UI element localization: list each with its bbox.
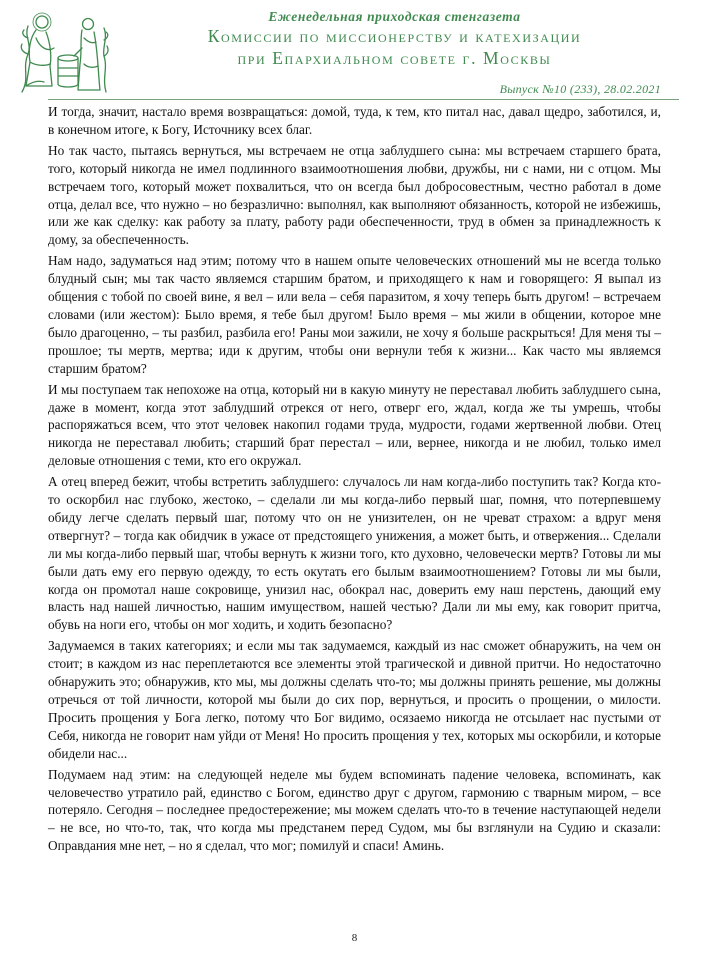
- paragraph: Подумаем над этим: на следующей неделе мы будем вспоминать падение человека, вспоминать, как человечество утратило рай, единство с Богом, единство друг с другом, гармонию с тварным миром, – все потеряло. Сегодня – последнее предостережение; мы можем сделать что-то в течение наступающей недели – не все, но что-то, так, что когда мы предстанем перед Судом, мы бы взглянули на Судию и сказали: Оправдания мне нет, – но я сделал, что мог; помилуй и спаси! Аминь.: [48, 766, 661, 854]
- paragraph: И тогда, значит, настало время возвращаться: домой, туда, к тем, кто питал нас, давал щедро, заботился, и, в конечном итоге, к Богу, Источнику всех благ.: [48, 104, 661, 137]
- header-subtitle: Еженедельная приходская стенгазета: [268, 9, 521, 24]
- issue-info: Выпуск №10 (233), 28.02.2021: [499, 82, 661, 96]
- paragraph: Задумаемся в таких категориях; и если мы так задумаемся, каждый из нас сможет обнаружить, на чем он стоит; в каждом из нас переплетаются все элементы этой трагической и дивной притчи. Но недостаточно обнаружить это; обнаружив, кто мы, мы должны сделать что-то; мы должны принять решение, мы должны отречься от той личности, которой мы были до сих пор, вернуться, и просить о прощении, о милости. Просить прощения у Бога легко, потому что Бог видимо, осязаемо никогда не отсылает нас пустыми от Себя, никогда не говорит нам уйди от Меня! Но просить прощения у тех, которых мы оскорбили, и которые обидели нас...: [48, 638, 661, 761]
- newspaper-header: [120, 9, 669, 69]
- header-divider: [48, 99, 679, 100]
- header-title-line-2: при Епархиальном совете г. Москвы: [237, 48, 552, 68]
- header-title-line-1: Комиссии по миссионерству и катехизации: [207, 26, 582, 46]
- article-body: [48, 103, 661, 858]
- paragraph: А отец вперед бежит, чтобы встретить заблудшего: случалось ли нам когда-либо поступить так? Когда кто-то оскорбил нас глубоко, жестоко, – сделали ли мы когда-либо первый шаг, помня, что потерпевшему обиду легче сделать первый шаг, потому что он не унизителен, он не чреват страхом: а вдруг меня отвергнут? – тогда как обидчик в ужасе от предстоящего унижения, а может быть, и отвержения... Сделали ли мы когда-либо первый шаг, чтобы вернуть к жизни того, кто духовно, человечески мертв? Готовы ли мы были дать ему его первую одежду, то есть окутать его былым взаимоотношением? Готовы ли мы были, когда он промотал наше сокровище, унизил нас, обокрал нас, доверить ему наш перстень, дающий ему власть над нашей личностью, нашим имуществом, нашей честью? Дали ли мы ему, как говорит притча, обувь на ноги его, чтобы он мог ходить, и ходить безопасно?: [48, 474, 661, 633]
- paragraph: И мы поступаем так непохоже на отца, который ни в какую минуту не переставал любить заблудшего сына, даже в момент, когда этот заблудший отрекся от него, отверг его, ждал, когда же ты умрешь, чтобы распоряжаться всем, что этот человек накопил годами труда, мудрости, годами жертвенной любви. Отец никогда не переставал любить; старший брат перестал – или, вернее, никогда и не любил, только имел деловые отношения с теми, кто его окружал.: [48, 381, 661, 469]
- christ-and-samaritan-woman-at-well-icon: [18, 8, 110, 96]
- paragraph: Но так часто, пытаясь вернуться, мы встречаем не отца заблудшего сына: мы встречаем старшего брата, того, который никогда не имел подлинного взаимоотношения любви, дружбы, ни с нами, ни с отцом. Мы встречаем того, который может похвалиться, что он всегда был добросовестным, честно работал в доме отца, делал все, что нужно – но безразлично: выполнял, как выполняют обязанность, которой не избежишь, или же как сделку: как работу за плату, работу ради обеспеченности, труд в обмен за принадлежность к дому, за обеспеченность.: [48, 142, 661, 248]
- paragraph: Нам надо, задуматься над этим; потому что в нашем опыте человеческих отношений мы не всегда только блудный сын; мы так часто являемся старшим братом, и приходящего к нам и говорящего: Я выпал из общения с тобой по своей вине, я вел – или вела – себя паразитом, я хочу теперь быть другом! – встречаем словами (или жестом): Было время, я тебе был другом! Было время – мы жили в общении, которое мне было драгоценно, – ты разбил, разбила его! Раны мои зажили, не хочу я больше раскрыться! Для меня ты – прошлое; ты мертв, мертва; иди к другим, чтобы они вернули тебя к жизни... Как часто мы являемся старшим братом?: [48, 253, 661, 376]
- page-number: 8: [351, 932, 358, 944]
